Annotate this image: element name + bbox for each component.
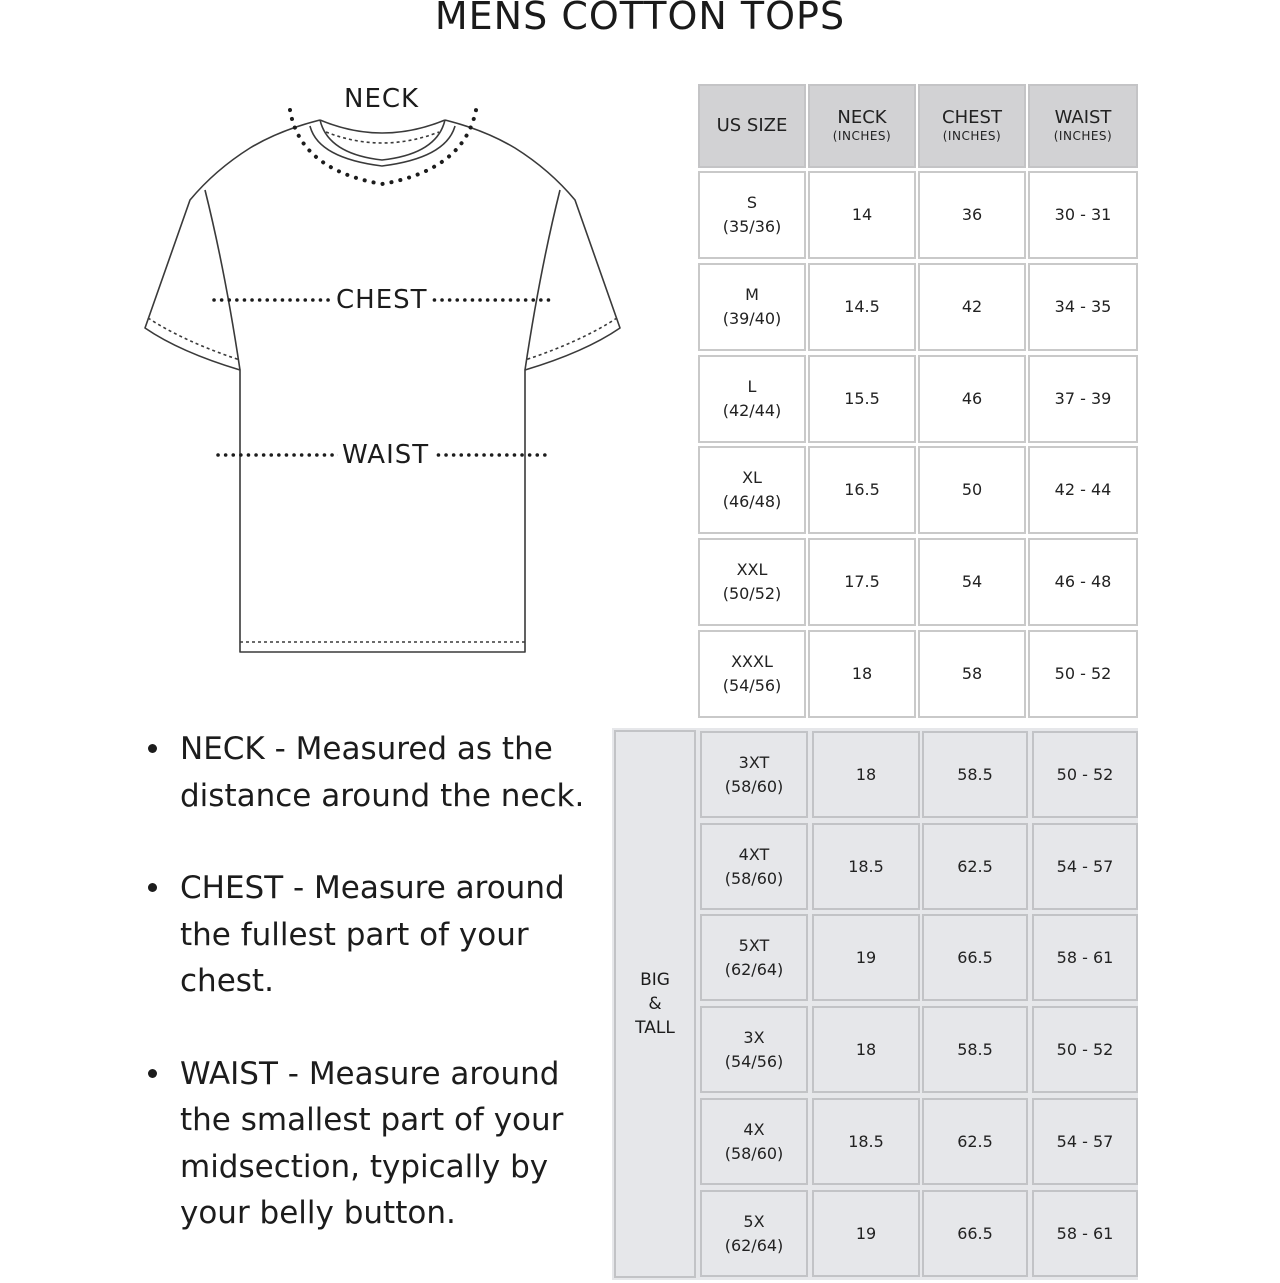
waist-cell xyxy=(1028,630,1138,718)
header-text xyxy=(833,108,891,144)
note-text: CHEST - Measure around the fullest part of your chest. xyxy=(180,870,565,999)
chest-value: 62.5 xyxy=(957,1131,993,1151)
size-cell xyxy=(698,630,806,718)
waist-cell xyxy=(1028,263,1138,351)
us-size: 5XT xyxy=(738,935,770,955)
chest-cell xyxy=(918,263,1026,351)
bt-size-cell xyxy=(700,1006,808,1093)
us-size: 5X xyxy=(743,1211,765,1231)
size-text xyxy=(725,1118,784,1166)
neck-label: NECK xyxy=(344,84,420,114)
big-tall-label-line: BIG xyxy=(640,970,670,990)
waist-value: 54 - 57 xyxy=(1056,1131,1114,1151)
eu-size: (50/52) xyxy=(722,584,782,603)
waist-value: 58 - 61 xyxy=(1056,1223,1114,1243)
us-size: S xyxy=(746,193,758,212)
eu-size: (35/36) xyxy=(722,217,782,236)
chest-value: 50 xyxy=(961,480,983,499)
note-chest xyxy=(140,865,590,1005)
waist-cell xyxy=(1028,538,1138,626)
header-main-label: WAIST xyxy=(1054,107,1112,128)
waist-cell xyxy=(1028,355,1138,443)
neck-value: 14.5 xyxy=(844,297,880,316)
waist-value: 50 - 52 xyxy=(1054,664,1112,683)
waist-label: WAIST xyxy=(338,440,433,470)
bt-neck-cell xyxy=(812,1190,920,1277)
bt-neck-cell xyxy=(812,823,920,910)
eu-size: (58/60) xyxy=(724,776,784,796)
waist-value: 37 - 39 xyxy=(1054,389,1112,408)
neck-value: 15.5 xyxy=(844,389,880,408)
header-unit-label: (INCHES) xyxy=(832,129,892,143)
eu-size: (42/44) xyxy=(722,401,782,420)
size-text xyxy=(723,375,782,423)
bt-size-cell xyxy=(700,914,808,1001)
neck-value: 14 xyxy=(851,205,873,224)
header-text xyxy=(717,116,788,136)
size-text xyxy=(723,558,782,606)
header-unit-label: (INCHES) xyxy=(942,129,1002,143)
neck-cell xyxy=(808,171,916,259)
us-size: XXXL xyxy=(731,652,773,671)
neck-value: 19 xyxy=(855,947,877,967)
big-tall-label-line: & xyxy=(648,994,662,1014)
neck-cell xyxy=(808,446,916,534)
size-text xyxy=(725,934,784,982)
chest-value: 66.5 xyxy=(957,947,993,967)
chest-cell xyxy=(918,355,1026,443)
size-cell xyxy=(698,355,806,443)
note-text: NECK - Measured as the distance around the neck. xyxy=(180,731,585,814)
chest-value: 58.5 xyxy=(957,764,993,784)
bt-waist-cell xyxy=(1032,1098,1138,1185)
neck-value: 18 xyxy=(855,764,877,784)
eu-size: (54/56) xyxy=(722,676,782,695)
us-size: 3X xyxy=(743,1027,765,1047)
waist-value: 30 - 31 xyxy=(1054,205,1112,224)
neck-value: 19 xyxy=(855,1223,877,1243)
size-text xyxy=(725,1026,784,1074)
measurement-notes xyxy=(140,726,590,1283)
bt-size-cell xyxy=(700,823,808,910)
chest-value: 66.5 xyxy=(957,1223,993,1243)
note-neck xyxy=(140,726,590,819)
neck-cell xyxy=(808,263,916,351)
us-size: L xyxy=(747,377,757,396)
neck-value: 18 xyxy=(855,1039,877,1059)
eu-size: (39/40) xyxy=(722,309,782,328)
bullet-icon xyxy=(148,744,157,753)
bt-chest-cell xyxy=(922,731,1028,818)
waist-value: 50 - 52 xyxy=(1056,764,1114,784)
bt-chest-cell xyxy=(922,1190,1028,1277)
size-cell xyxy=(698,446,806,534)
bt-waist-cell xyxy=(1032,823,1138,910)
waist-value: 42 - 44 xyxy=(1054,480,1112,499)
size-cell xyxy=(698,171,806,259)
note-text: WAIST - Measure around the smallest part of your midsection, typically by your belly button. xyxy=(180,1055,564,1231)
size-text xyxy=(723,650,782,698)
us-size: 3XT xyxy=(738,752,770,772)
size-cell xyxy=(698,538,806,626)
chest-cell xyxy=(918,630,1026,718)
us-size: 4XT xyxy=(738,844,770,864)
bt-neck-cell xyxy=(812,1098,920,1185)
waist-value: 58 - 61 xyxy=(1056,947,1114,967)
table-header-size xyxy=(698,84,806,168)
big-tall-label xyxy=(614,730,696,1278)
eu-size: (58/60) xyxy=(724,1143,784,1163)
size-text xyxy=(725,843,784,891)
chest-value: 36 xyxy=(961,205,983,224)
chest-cell xyxy=(918,171,1026,259)
bt-size-cell xyxy=(700,731,808,818)
bt-size-cell xyxy=(700,1190,808,1277)
chest-value: 42 xyxy=(961,297,983,316)
header-main-label: NECK xyxy=(837,107,887,128)
tshirt-outline-icon xyxy=(130,70,650,670)
waist-cell xyxy=(1028,446,1138,534)
header-text xyxy=(1054,108,1112,144)
size-text xyxy=(725,1210,784,1258)
size-text xyxy=(723,466,782,514)
header-main-label: CHEST xyxy=(942,107,1002,128)
us-size: XXL xyxy=(736,560,768,579)
page-title: MENS COTTON TOPS xyxy=(434,0,846,38)
us-size: 4X xyxy=(743,1119,765,1139)
bt-neck-cell xyxy=(812,914,920,1001)
waist-value: 34 - 35 xyxy=(1054,297,1112,316)
note-waist xyxy=(140,1051,590,1237)
neck-value: 18.5 xyxy=(848,856,884,876)
waist-value: 50 - 52 xyxy=(1056,1039,1114,1059)
chest-cell xyxy=(918,446,1026,534)
waist-value: 54 - 57 xyxy=(1056,856,1114,876)
header-unit-label: (INCHES) xyxy=(1053,129,1113,143)
bullet-icon xyxy=(148,1069,157,1078)
bt-size-cell xyxy=(700,1098,808,1185)
bt-chest-cell xyxy=(922,1006,1028,1093)
neck-value: 18.5 xyxy=(848,1131,884,1151)
size-cell xyxy=(698,263,806,351)
neck-value: 18 xyxy=(851,664,873,683)
bt-waist-cell xyxy=(1032,731,1138,818)
eu-size: (62/64) xyxy=(724,1235,784,1255)
table-header-neck xyxy=(808,84,916,168)
chest-value: 58 xyxy=(961,664,983,683)
us-size: XL xyxy=(742,468,762,487)
chest-value: 58.5 xyxy=(957,1039,993,1059)
size-text xyxy=(723,283,782,331)
chest-cell xyxy=(918,538,1026,626)
bt-waist-cell xyxy=(1032,914,1138,1001)
bt-neck-cell xyxy=(812,1006,920,1093)
bt-chest-cell xyxy=(922,823,1028,910)
table-header-chest xyxy=(918,84,1026,168)
header-main-label: US SIZE xyxy=(716,115,788,136)
big-tall-label-line: TALL xyxy=(635,1018,675,1038)
table-header-waist xyxy=(1028,84,1138,168)
chest-value: 46 xyxy=(961,389,983,408)
eu-size: (54/56) xyxy=(724,1051,784,1071)
us-size: M xyxy=(745,285,759,304)
size-text xyxy=(725,751,784,799)
bt-neck-cell xyxy=(812,731,920,818)
neck-cell xyxy=(808,630,916,718)
bt-waist-cell xyxy=(1032,1006,1138,1093)
eu-size: (58/60) xyxy=(724,868,784,888)
bt-chest-cell xyxy=(922,1098,1028,1185)
tshirt-diagram xyxy=(130,70,650,670)
eu-size: (62/64) xyxy=(724,959,784,979)
size-text xyxy=(723,191,782,239)
eu-size: (46/48) xyxy=(722,492,782,511)
chest-value: 54 xyxy=(961,572,983,591)
bt-waist-cell xyxy=(1032,1190,1138,1277)
neck-cell xyxy=(808,355,916,443)
neck-value: 17.5 xyxy=(844,572,880,591)
waist-value: 46 - 48 xyxy=(1054,572,1112,591)
header-text xyxy=(942,108,1002,144)
neck-cell xyxy=(808,538,916,626)
chest-value: 62.5 xyxy=(957,856,993,876)
bt-chest-cell xyxy=(922,914,1028,1001)
chest-label: CHEST xyxy=(332,285,432,315)
bullet-icon xyxy=(148,883,157,892)
waist-cell xyxy=(1028,171,1138,259)
neck-value: 16.5 xyxy=(844,480,880,499)
